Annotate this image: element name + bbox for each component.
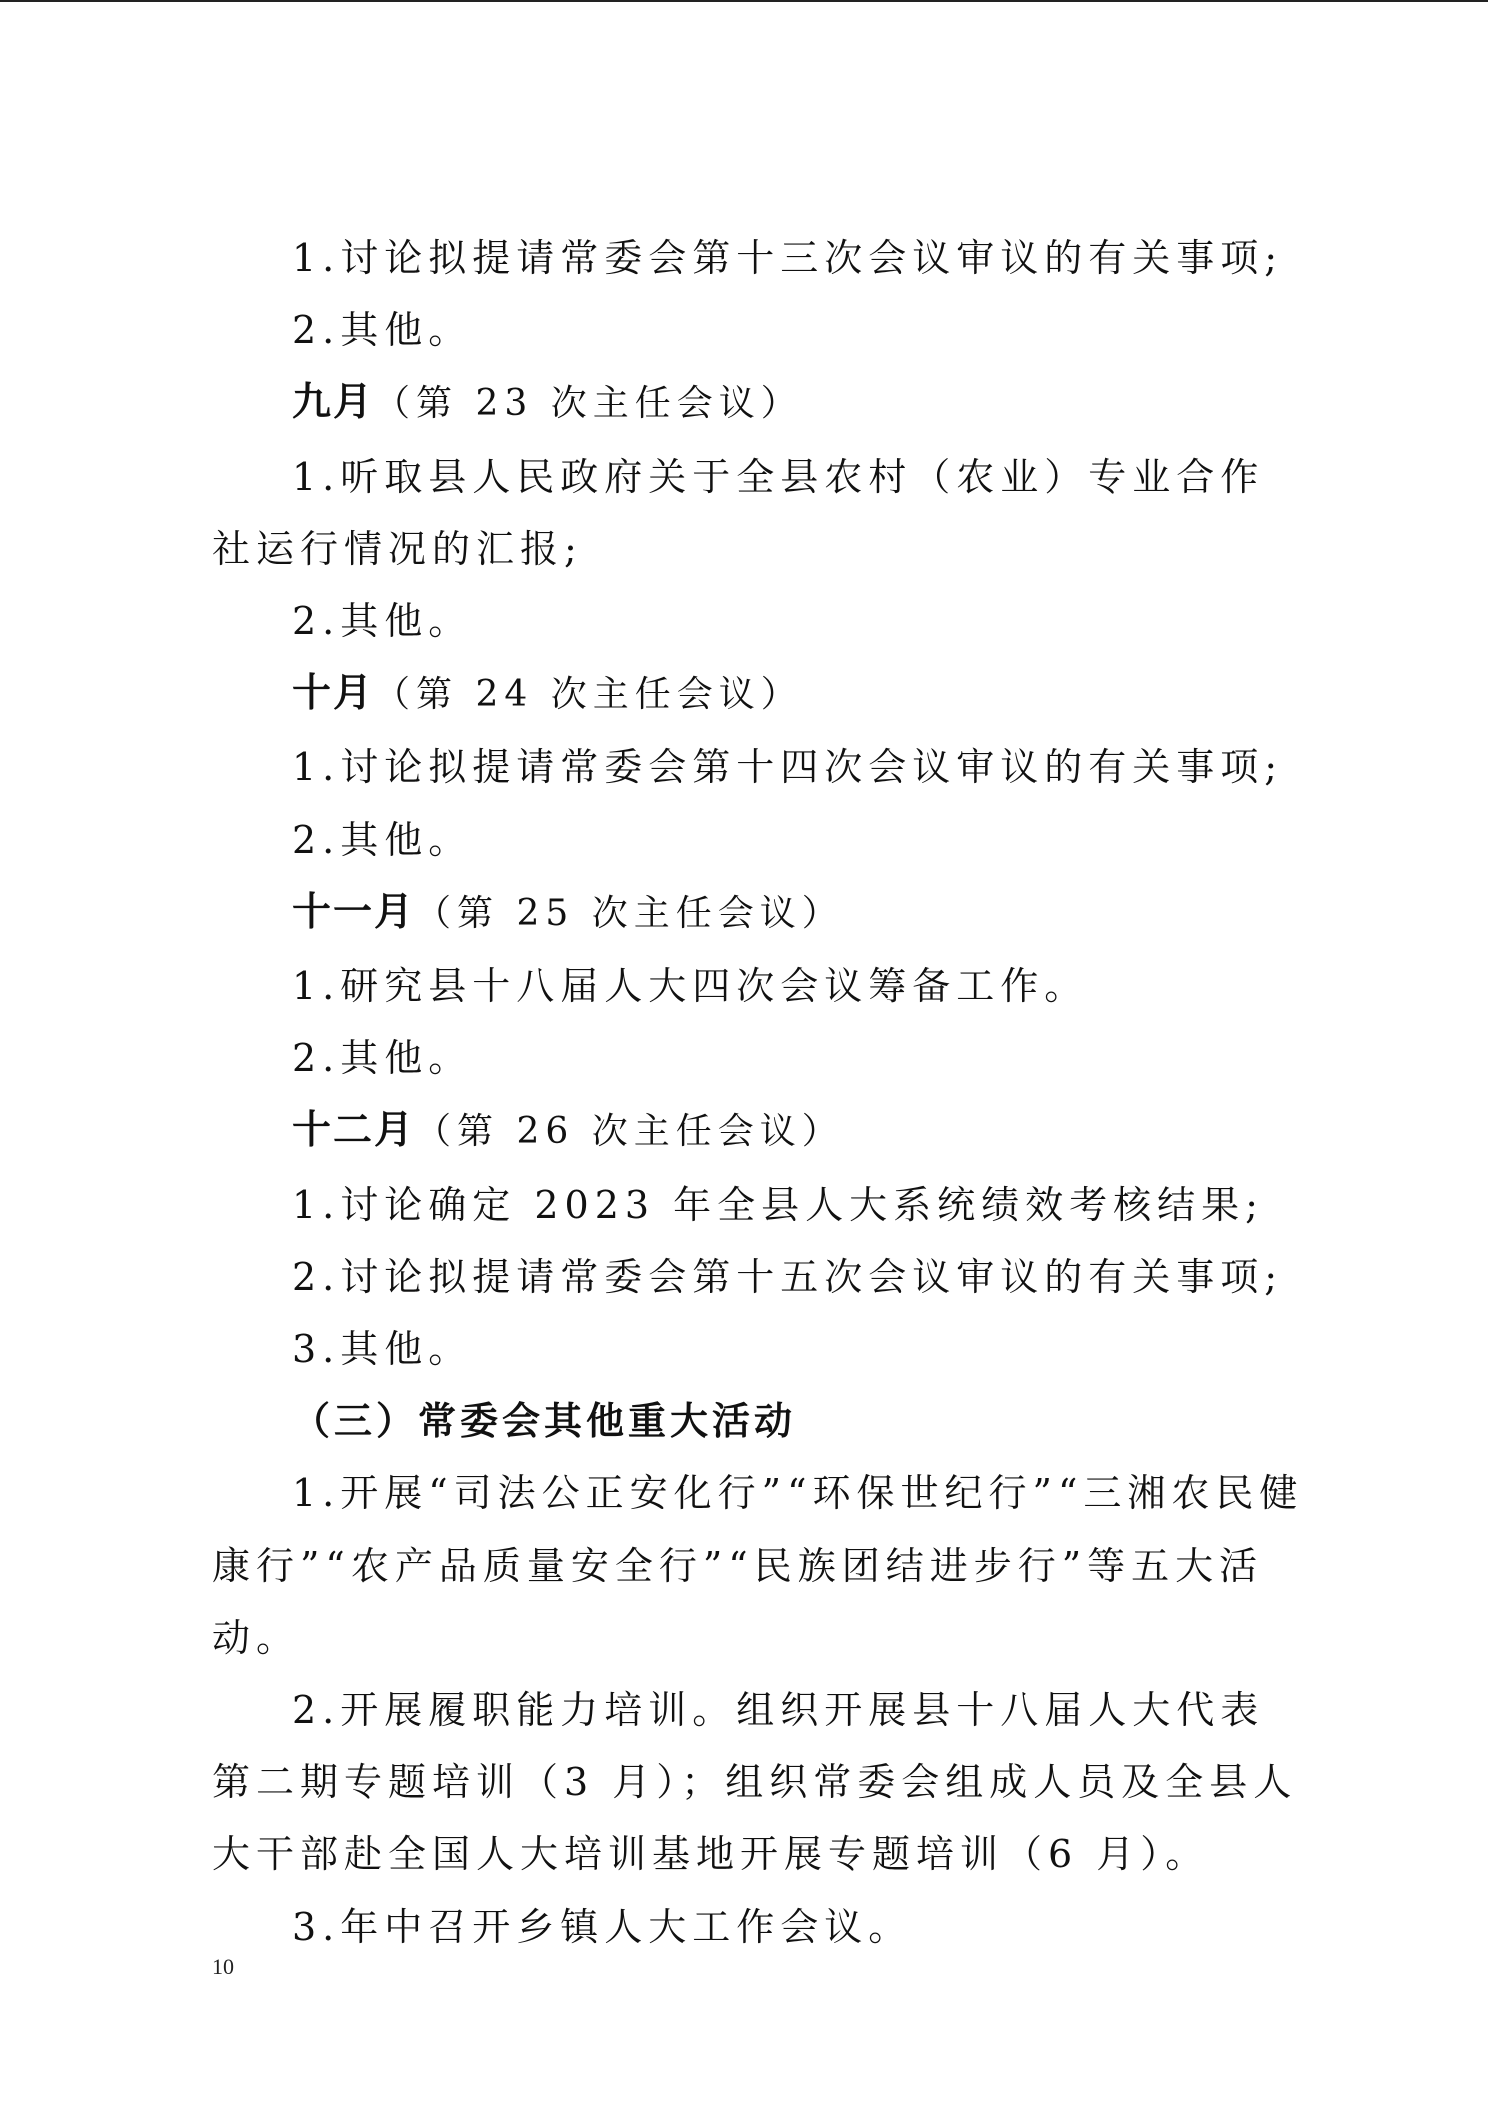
- month-label: 九月: [292, 380, 375, 426]
- month-label: 十一月: [292, 889, 416, 935]
- page-number: 10: [212, 1954, 234, 1979]
- paragraph: 1.讨论拟提请常委会第十三次会议审议的有关事项;: [292, 236, 1284, 280]
- paragraph: 1.开展“司法公正安化行”“环保世纪行”“三湘农民健康行”“农产品质量安全行”“民族团结进步行”等五大活动。: [212, 1471, 1304, 1660]
- month-heading-september: [212, 366, 1308, 440]
- paragraph: 1.听取县人民政府关于全县农村（农业）专业合作社运行情况的汇报;: [212, 454, 1265, 571]
- meeting-label: （第 26 次主任会议）: [415, 1111, 844, 1153]
- month-heading-november: [212, 876, 1308, 950]
- meeting-label: （第 25 次主任会议）: [415, 892, 844, 934]
- paragraph: 2.其他。: [292, 817, 473, 862]
- month-label: 十月: [292, 671, 375, 717]
- month-label: 十二月: [292, 1108, 416, 1154]
- document-body: [212, 222, 1308, 1963]
- paragraph: 3.年中召开乡镇人大工作会议。: [292, 1904, 913, 1949]
- paragraph: 3.其他。: [292, 1327, 473, 1372]
- paragraph: 2.其他。: [292, 308, 473, 353]
- paragraph: 2.其他。: [292, 599, 473, 644]
- meeting-label: （第 24 次主任会议）: [374, 674, 803, 716]
- paragraph: 2.开展履职能力培训。组织开展县十八届人大代表第二期专题培训（3 月）；组织常委会组成人员及全县人大干部赴全国人大培训基地开展专题培训（6 月）。: [212, 1688, 1298, 1877]
- meeting-label: （第 23 次主任会议）: [374, 383, 803, 425]
- paragraph: 1.讨论拟提请常委会第十四次会议审议的有关事项;: [292, 745, 1284, 790]
- paragraph: 1.研究县十八届人大四次会议筹备工作。: [292, 964, 1089, 1009]
- month-heading-october: [212, 657, 1308, 731]
- month-heading-december: [212, 1094, 1308, 1168]
- paragraph: 1.讨论确定 2023 年全县人大系统绩效考核结果;: [292, 1182, 1264, 1227]
- section-heading: （三）常委会其他重大活动: [292, 1399, 797, 1444]
- top-border: [0, 0, 1488, 2]
- paragraph: 2.讨论拟提请常委会第十五次会议审议的有关事项;: [292, 1254, 1284, 1299]
- paragraph: 2.其他。: [292, 1036, 473, 1081]
